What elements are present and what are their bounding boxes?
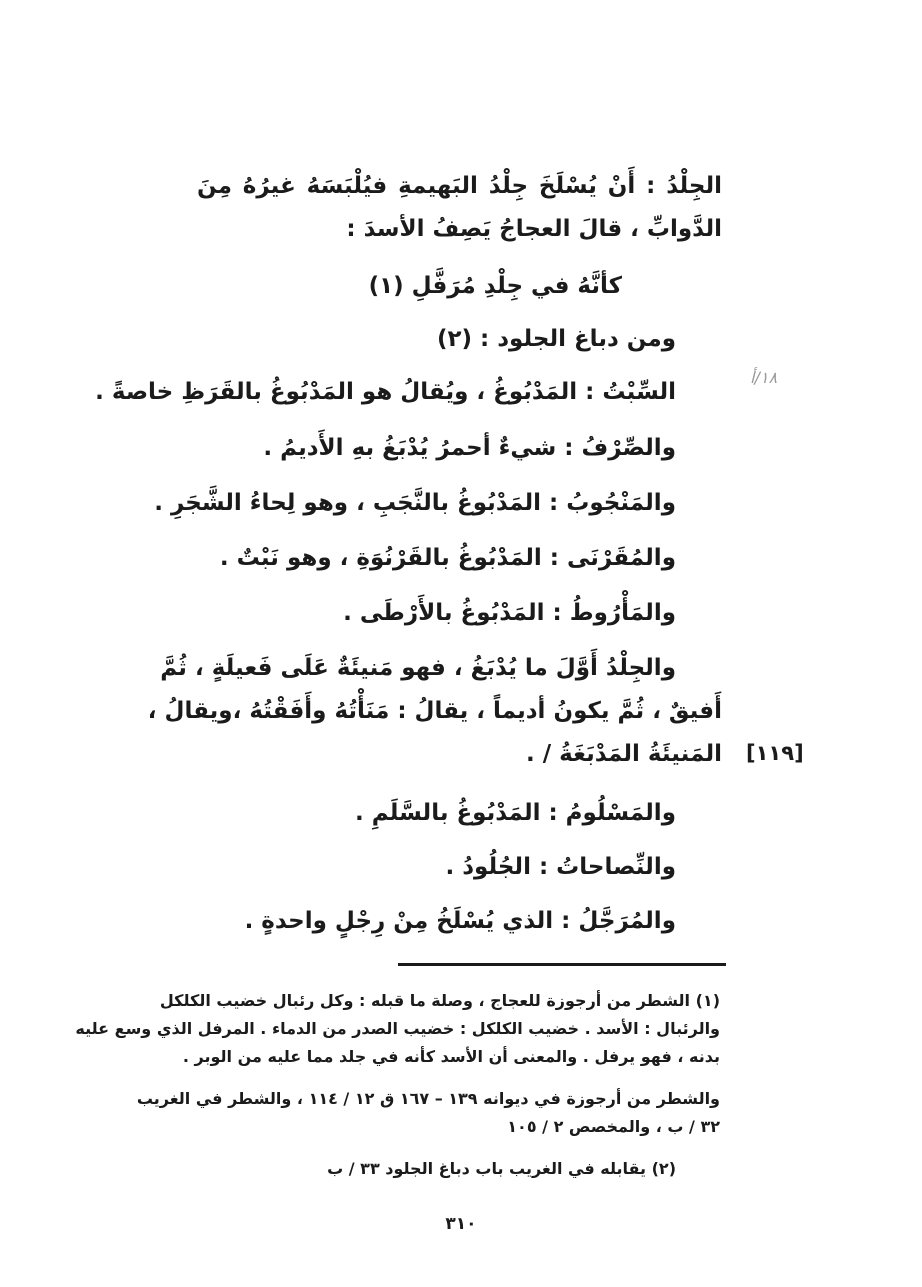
text-line-2: الدَّوابِّ ، قالَ العجاجُ يَصِفُ الأسدَ : — [346, 216, 722, 242]
text-line-15: والمُرَجَّلُ : الذي يُسْلَخُ مِنْ رِجْلٍ واحدةٍ . — [244, 908, 676, 934]
footnote-separator — [398, 963, 726, 966]
text-line-12: المَنيئَةُ المَدْبَغَةُ / . — [525, 741, 722, 767]
text-line-5: السِّبْتُ : المَدْبُوغُ ، ويُقالُ هو المَدْبُوغُ بالقَرَظِ خاصةً . — [95, 379, 676, 405]
text-line-9: والمَأْرُوطُ : المَدْبُوغُ بالأَرْطَى . — [343, 600, 676, 626]
text-line-8: والمُقَرْنَى : المَدْبُوغُ بالقَرْنُوَةِ ، وهو نَبْتٌ . — [219, 545, 676, 571]
text-line-6: والصِّرْفُ : شيءٌ أحمرُ يُدْبَغُ بهِ الأَديمُ . — [263, 435, 676, 461]
footnote-2: (٢) يقابله في الغريب باب دباغ الجلود ٣٣ / ب — [327, 1159, 676, 1178]
page-number: ٣١٠ — [445, 1214, 477, 1234]
footnote-1-line-1: (١) الشطر من أرجوزة للعجاج ، وصلة ما قبله : وكل رئبال خضيب الكلكل — [159, 991, 720, 1010]
text-line-10: والجِلْدُ أَوَّلَ ما يُدْبَغُ ، فهو مَنيئَةٌ عَلَى فَعيلَةٍ ، ثُمَّ — [160, 655, 676, 681]
text-line-14: والنِّصاحاتُ : الجُلُودُ . — [445, 854, 676, 880]
footnote-1-line-5: ٣٢ / ب ، والمخصص ٢ / ١٠٥ — [507, 1117, 720, 1136]
footnote-1-line-3: بدنه ، فهو يرفل . والمعنى أن الأسد كأنه في جلد مما عليه من الوبر . — [182, 1047, 720, 1066]
text-line-13: والمَسْلُومُ : المَدْبُوغُ بالسَّلَمِ . — [354, 800, 676, 826]
text-line-11: أَفيقٌ ، ثُمَّ يكونُ أديماً ، يقالُ : مَنَأْتُهُ وأَفَقْتُهُ ،ويقالُ ، — [147, 698, 722, 724]
text-line-7: والمَنْجُوبُ : المَدْبُوغُ بالنَّجَبِ ، وهو لِحاءُ الشَّجَرِ . — [154, 490, 676, 516]
margin-folio-marker: [١١٩] — [746, 741, 804, 765]
section-heading: ومن دباغ الجلود : (٢) — [436, 326, 676, 352]
verse-line: كأنَّهُ في جِلْدِ مُرَفَّلِ (١) — [368, 273, 622, 299]
footnote-1-line-4: والشطر من أرجوزة في ديوانه ١٣٩ – ١٦٧ ق ١٢ / ١١٤ ، والشطر في الغريب — [136, 1089, 720, 1108]
text-line-1: الجِلْدُ : أَنْ يُسْلَخَ جِلْدُ البَهيمةِ فيُلْبَسَهُ غيرُهُ مِنَ — [197, 173, 722, 199]
footnote-1-line-2: والرئبال : الأسد . خضيب الكلكل : خضيب الصدر من الدماء . المرفل الذي وسع عليه — [75, 1019, 720, 1038]
margin-faint-note: ١٨/أ — [750, 368, 778, 387]
